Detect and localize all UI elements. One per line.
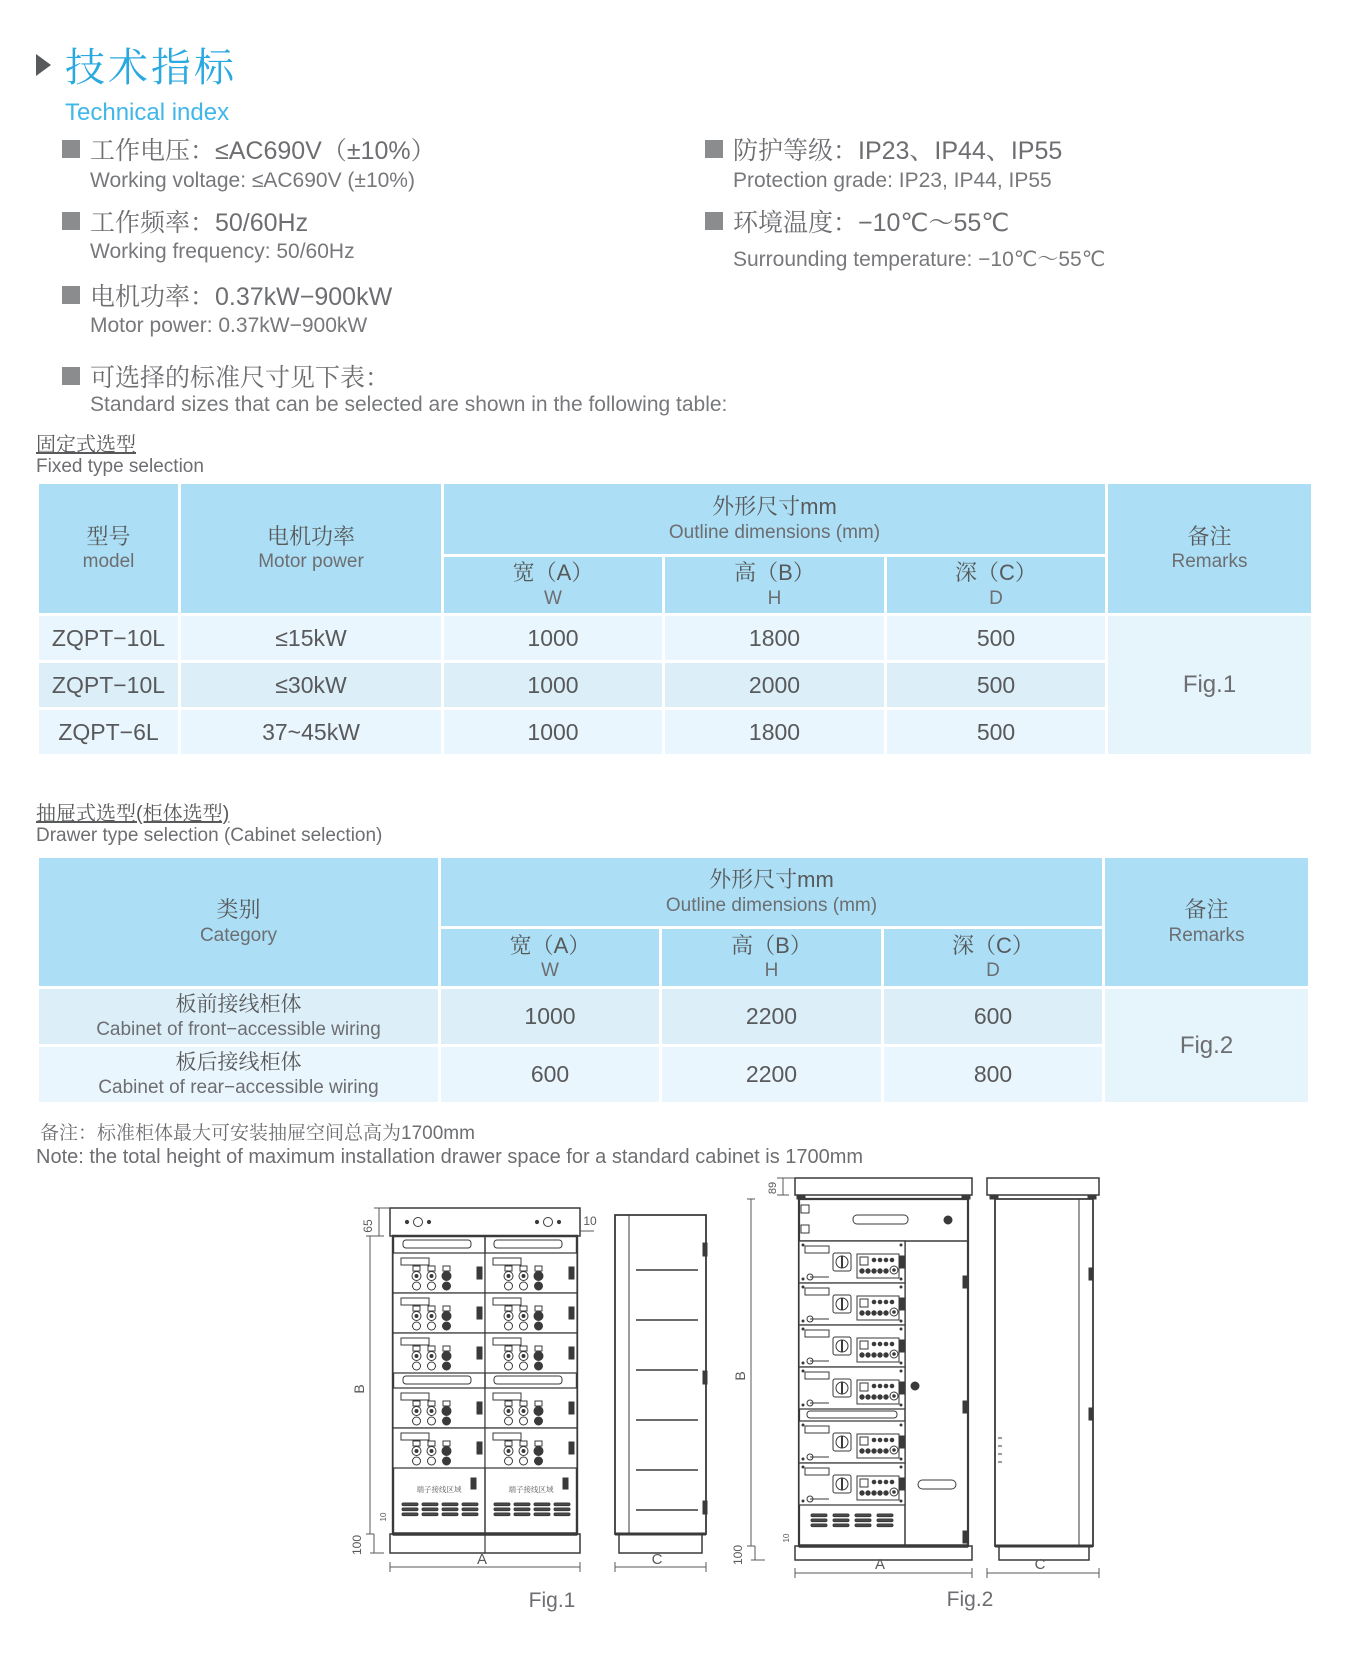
fig2-dim-base-label: 100 — [731, 1544, 745, 1566]
cell-remarks-fig2: Fig.2 — [1105, 989, 1308, 1102]
spec-motorpower-cn: 电机功率：0.37kW−900kW — [62, 277, 392, 313]
note-cn: 备注：标准柜体最大可安装抽屉空间总高为1700mm — [40, 1123, 475, 1144]
spec-motorpower-en: Motor power: 0.37kW−900kW — [90, 314, 368, 337]
fig1-caption: Fig.1 — [528, 1589, 576, 1612]
fig1-dim-vent-label: 10 — [379, 1512, 388, 1522]
cell-model: ZQPT−6L — [39, 710, 178, 754]
bullet-square-icon — [705, 212, 723, 230]
cell-remarks-fig1: Fig.1 — [1108, 616, 1311, 754]
col-header-model: 型号 model — [39, 484, 178, 613]
col-header-depth: 深（C） D — [887, 557, 1105, 613]
page-title-en: Technical index — [65, 99, 230, 126]
fig1-dim-width-label: A — [476, 1551, 488, 1568]
drawer-type-table — [36, 855, 1311, 1105]
cell-depth: 500 — [887, 710, 1105, 754]
bullet-square-icon — [705, 140, 723, 158]
bullet-square-icon — [62, 286, 80, 304]
cell-category: 板后接线柜体 Cabinet of rear−accessible wiring — [39, 1047, 438, 1102]
col-header-width: 宽（A） W — [444, 557, 662, 613]
fixed-section-title-en: Fixed type selection — [36, 456, 204, 477]
drawer-section-title-en: Drawer type selection (Cabinet selection) — [36, 825, 383, 846]
cell-width: 1000 — [444, 710, 662, 754]
spec-frequency-cn: 工作频率：50/60Hz — [62, 203, 308, 239]
spec-protection-en: Protection grade: IP23, IP44, IP55 — [733, 169, 1052, 192]
col-header-width: 宽（A） W — [441, 929, 659, 986]
fig1-dim-height-label: B — [351, 1384, 367, 1394]
spec-frequency-en: Working frequency: 50/60Hz — [90, 240, 355, 263]
drawer-section-title-cn: 抽屉式选型(柜体选型) — [36, 803, 230, 825]
col-header-outline-dimensions: 外形尺寸mm Outline dimensions (mm) — [441, 858, 1102, 926]
arrow-icon — [36, 54, 51, 76]
cell-category: 板前接线柜体 Cabinet of front−accessible wiring — [39, 989, 438, 1044]
fig2-dim-width-label: A — [874, 1556, 886, 1573]
cell-height: 1800 — [665, 616, 884, 660]
cell-height: 2000 — [665, 663, 884, 707]
table-row — [39, 989, 1308, 1044]
fig1-dim-topright-label: 10 — [583, 1214, 597, 1228]
col-header-outline-dimensions: 外形尺寸mm Outline dimensions (mm) — [444, 484, 1105, 554]
col-header-category: 类别 Category — [39, 858, 438, 986]
fig1-front-view — [390, 1208, 580, 1553]
cell-depth: 600 — [884, 989, 1102, 1044]
fig1-side-view — [615, 1215, 707, 1553]
fig2-dim-depth-label: C — [1034, 1556, 1046, 1573]
fig2-side-view — [987, 1178, 1099, 1560]
spec-temperature-en: Surrounding temperature: −10℃～55℃ — [733, 248, 1106, 271]
cell-depth: 500 — [887, 663, 1105, 707]
table-intro-cn: 可选择的标准尺寸见下表： — [62, 358, 390, 394]
fig2-dimensions — [731, 1178, 1099, 1578]
page-header — [36, 36, 237, 127]
fig2-front-view — [795, 1178, 972, 1560]
fixed-section-title-cn: 固定式选型 — [36, 434, 136, 456]
col-header-height: 高（B） H — [665, 557, 884, 613]
bullet-square-icon — [62, 212, 80, 230]
note-en: Note: the total height of maximum installation drawer space for a standard cabinet is 1700mm — [36, 1146, 864, 1168]
cell-model: ZQPT−10L — [39, 663, 178, 707]
cell-width: 1000 — [444, 663, 662, 707]
cell-width: 1000 — [441, 989, 659, 1044]
fig2-dim-vent-label: 10 — [782, 1533, 791, 1543]
cell-width: 1000 — [444, 616, 662, 660]
cell-depth: 500 — [887, 616, 1105, 660]
cell-height: 2200 — [662, 1047, 881, 1102]
fig1-dim-base-label: 100 — [350, 1534, 364, 1556]
fig2-dim-height-label: B — [732, 1371, 748, 1381]
cell-power: ≤15kW — [181, 616, 441, 660]
bullet-square-icon — [62, 140, 80, 158]
table-row — [39, 616, 1311, 660]
cell-model: ZQPT−10L — [39, 616, 178, 660]
col-header-motor-power: 电机功率 Motor power — [181, 484, 441, 613]
col-header-height: 高（B） H — [662, 929, 881, 986]
table-intro-en: Standard sizes that can be selected are shown in the following table: — [90, 393, 728, 416]
fig1-drawing — [330, 1175, 730, 1625]
cell-power: 37~45kW — [181, 710, 441, 754]
spec-protection-cn: 防护等级：IP23、IP44、IP55 — [705, 131, 1062, 167]
spec-voltage-cn: 工作电压：≤AC690V（±10%） — [62, 131, 436, 167]
fixed-type-table — [36, 481, 1314, 757]
bullet-square-icon — [62, 367, 80, 385]
fig1-dim-top-label: 65 — [361, 1219, 375, 1233]
fig1-dim-depth-label: C — [651, 1551, 663, 1568]
cell-height: 1800 — [665, 710, 884, 754]
col-header-remarks: 备注 Remarks — [1108, 484, 1311, 613]
spec-voltage-en: Working voltage: ≤AC690V (±10%) — [90, 169, 415, 192]
fig2-dim-top-label: 89 — [767, 1181, 779, 1195]
spec-temperature-cn: 环境温度：−10℃～55℃ — [705, 203, 1009, 239]
col-header-depth: 深（C） D — [884, 929, 1102, 986]
fig1-terminal-label: 端子接线区域 — [416, 1485, 462, 1494]
col-header-remarks: 备注 Remarks — [1105, 858, 1308, 986]
cell-depth: 800 — [884, 1047, 1102, 1102]
page-title-cn: 技术指标 — [65, 46, 237, 90]
cell-power: ≤30kW — [181, 663, 441, 707]
fig2-caption: Fig.2 — [946, 1588, 994, 1611]
cell-width: 600 — [441, 1047, 659, 1102]
cell-height: 2200 — [662, 989, 881, 1044]
fig1-terminal-label: 端子接线区域 — [508, 1485, 554, 1494]
fig2-drawing — [715, 1118, 1115, 1618]
